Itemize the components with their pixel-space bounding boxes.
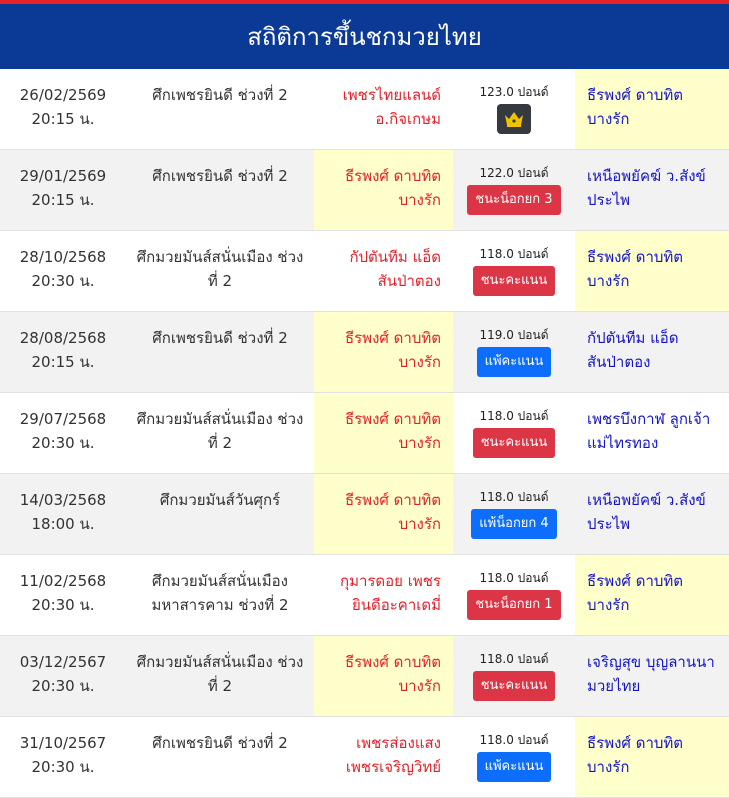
red-corner-cell[interactable] [314, 717, 453, 797]
fight-time: 20:15 น. [31, 353, 95, 371]
weight-label: 118.0 ปอนด์ [479, 652, 549, 666]
weight-label: 118.0 ปอนด์ [479, 409, 549, 423]
table-row[interactable] [0, 717, 729, 798]
red-fighter-camp: เพชรเจริญวิทย์ [345, 758, 441, 776]
date-cell [0, 312, 126, 392]
blue-corner-cell[interactable] [575, 474, 729, 554]
date-cell [0, 636, 126, 716]
red-fighter-camp: บางรัก [398, 353, 441, 371]
event-name[interactable]: ศึกเพชรยินดี ช่วงที่ 2 [152, 86, 288, 104]
blue-fighter-camp: ประไพ [587, 191, 631, 209]
event-name[interactable]: ศึกมวยมันส์สนั่นเมือง ช่วงที่ 2 [136, 248, 304, 290]
table-row[interactable] [0, 555, 729, 636]
blue-corner-cell[interactable] [575, 717, 729, 797]
red-fighter-name: กัปตันทีม แอ็ด [349, 248, 441, 266]
result-badge: แพ้คะแนน [477, 752, 552, 782]
event-name[interactable]: ศึกมวยมันส์สนั่นเมือง ช่วงที่ 2 [136, 653, 304, 695]
fight-date: 26/02/2569 [19, 86, 107, 104]
fight-time: 20:15 น. [31, 191, 95, 209]
page-title: สถิติการขึ้นชกมวยไทย [247, 23, 482, 51]
fight-date: 29/07/2568 [19, 410, 107, 428]
blue-fighter-camp: บางรัก [587, 758, 630, 776]
red-fighter-name: เพชรไทยแลนด์ [342, 86, 441, 104]
red-corner-cell[interactable] [314, 555, 453, 635]
table-row[interactable] [0, 474, 729, 555]
date-cell [0, 474, 126, 554]
red-fighter-name: เพชรส่องแสง [356, 734, 441, 752]
date-cell [0, 393, 126, 473]
result-badge: ชนะคะแนน [473, 428, 556, 458]
red-fighter-name: กุมารดอย เพชร [339, 572, 441, 590]
fight-time: 20:30 น. [31, 272, 95, 290]
event-name[interactable]: ศึกเพชรยินดี ช่วงที่ 2 [152, 734, 288, 752]
table-row[interactable] [0, 312, 729, 393]
red-fighter-camp: บางรัก [398, 515, 441, 533]
table-row[interactable] [0, 231, 729, 312]
result-cell [453, 555, 575, 635]
red-corner-cell[interactable] [314, 231, 453, 311]
blue-fighter-name: เหนือพยัคฆ์ ว.สังข์ [587, 491, 706, 509]
blue-fighter-name: ธีรพงศ์ ดาบทิต [587, 572, 684, 590]
result-badge: ชนะคะแนน [473, 266, 556, 296]
fight-date: 14/03/2568 [19, 491, 107, 509]
red-fighter-camp: บางรัก [398, 677, 441, 695]
blue-fighter-camp: แม่ไทรทอง [587, 434, 659, 452]
weight-label: 123.0 ปอนด์ [479, 85, 549, 99]
fight-time: 20:30 น. [31, 434, 95, 452]
fight-date: 31/10/2567 [19, 734, 107, 752]
red-fighter-name: ธีรพงศ์ ดาบทิต [344, 329, 441, 347]
date-cell [0, 555, 126, 635]
blue-fighter-name: ธีรพงศ์ ดาบทิต [587, 86, 684, 104]
fight-time: 20:15 น. [31, 110, 95, 128]
blue-corner-cell[interactable] [575, 231, 729, 311]
blue-fighter-name: ธีรพงศ์ ดาบทิต [587, 734, 684, 752]
fight-time: 20:30 น. [31, 758, 95, 776]
blue-corner-cell[interactable] [575, 636, 729, 716]
fight-time: 20:30 น. [31, 596, 95, 614]
weight-label: 118.0 ปอนด์ [479, 490, 549, 504]
blue-corner-cell[interactable] [575, 312, 729, 392]
fight-date: 03/12/2567 [19, 653, 107, 671]
weight-label: 122.0 ปอนด์ [479, 166, 549, 180]
result-badge: ชนะน็อกยก 3 [467, 185, 560, 215]
blue-corner-cell[interactable] [575, 393, 729, 473]
red-corner-cell[interactable] [314, 69, 453, 149]
date-cell [0, 150, 126, 230]
result-cell [453, 312, 575, 392]
fight-date: 29/01/2569 [19, 167, 107, 185]
weight-label: 119.0 ปอนด์ [479, 328, 549, 342]
table-row[interactable] [0, 150, 729, 231]
fight-date: 11/02/2568 [19, 572, 107, 590]
fight-date: 28/10/2568 [19, 248, 107, 266]
red-fighter-name: ธีรพงศ์ ดาบทิต [344, 167, 441, 185]
date-cell [0, 69, 126, 149]
result-cell [453, 393, 575, 473]
red-corner-cell[interactable] [314, 150, 453, 230]
result-cell [453, 717, 575, 797]
table-row[interactable] [0, 69, 729, 150]
fight-date: 28/08/2568 [19, 329, 107, 347]
result-badge: ชนะคะแนน [473, 671, 556, 701]
weight-label: 118.0 ปอนด์ [479, 571, 549, 585]
result-badge: ชนะน็อกยก 1 [467, 590, 560, 620]
result-badge: แพ้คะแนน [477, 347, 552, 377]
blue-corner-cell[interactable] [575, 69, 729, 149]
red-fighter-camp: บางรัก [398, 434, 441, 452]
crown-icon [497, 104, 531, 134]
result-cell [453, 636, 575, 716]
fight-time: 20:30 น. [31, 677, 95, 695]
blue-fighter-name: เพชรบึงกาฬ ลูกเจ้า [587, 410, 711, 428]
red-fighter-camp: อ.กิจเกษม [375, 110, 441, 128]
result-cell [453, 231, 575, 311]
blue-fighter-camp: ประไพ [587, 515, 631, 533]
result-badge: แพ้น็อกยก 4 [471, 509, 556, 539]
blue-fighter-name: เหนือพยัคฆ์ ว.สังข์ [587, 167, 706, 185]
red-corner-cell[interactable] [314, 474, 453, 554]
red-corner-cell[interactable] [314, 393, 453, 473]
red-fighter-name: ธีรพงศ์ ดาบทิต [344, 653, 441, 671]
weight-label: 118.0 ปอนด์ [479, 733, 549, 747]
event-name[interactable]: ศึกเพชรยินดี ช่วงที่ 2 [152, 329, 288, 347]
weight-label: 118.0 ปอนด์ [479, 247, 549, 261]
result-cell [453, 474, 575, 554]
red-fighter-name: ธีรพงศ์ ดาบทิต [344, 491, 441, 509]
result-cell [453, 69, 575, 149]
red-fighter-name: ธีรพงศ์ ดาบทิต [344, 410, 441, 428]
blue-corner-cell[interactable] [575, 150, 729, 230]
result-cell [453, 150, 575, 230]
red-fighter-camp: สันป่าตอง [377, 272, 441, 290]
blue-fighter-name: กัปตันทีม แอ็ด [587, 329, 679, 347]
blue-fighter-name: เจริญสุข บุญลานนา [587, 653, 715, 671]
table-row[interactable] [0, 393, 729, 474]
blue-fighter-name: ธีรพงศ์ ดาบทิต [587, 248, 684, 266]
page-header [0, 4, 729, 69]
event-name[interactable]: ศึกมวยมันส์สนั่นเมือง ช่วงที่ 2 [136, 410, 304, 452]
blue-fighter-camp: บางรัก [587, 272, 630, 290]
blue-corner-cell[interactable] [575, 555, 729, 635]
red-corner-cell[interactable] [314, 312, 453, 392]
fight-time: 18:00 น. [31, 515, 95, 533]
red-fighter-camp: บางรัก [398, 191, 441, 209]
red-corner-cell[interactable] [314, 636, 453, 716]
red-fighter-camp: ยินดีอะคาเดมี่ [351, 596, 441, 614]
event-name[interactable]: ศึกเพชรยินดี ช่วงที่ 2 [152, 167, 288, 185]
event-name[interactable]: ศึกมวยมันส์วันศุกร์ [159, 491, 281, 509]
event-name[interactable]: ศึกมวยมันส์สนั่นเมือง มหาสารคาม ช่วงที่ 2 [151, 572, 289, 614]
blue-fighter-camp: มวยไทย [587, 677, 641, 695]
blue-fighter-camp: สันป่าตอง [587, 353, 651, 371]
blue-fighter-camp: บางรัก [587, 596, 630, 614]
date-cell [0, 717, 126, 797]
date-cell [0, 231, 126, 311]
table-row[interactable] [0, 636, 729, 717]
fight-record-table [0, 69, 729, 798]
blue-fighter-camp: บางรัก [587, 110, 630, 128]
